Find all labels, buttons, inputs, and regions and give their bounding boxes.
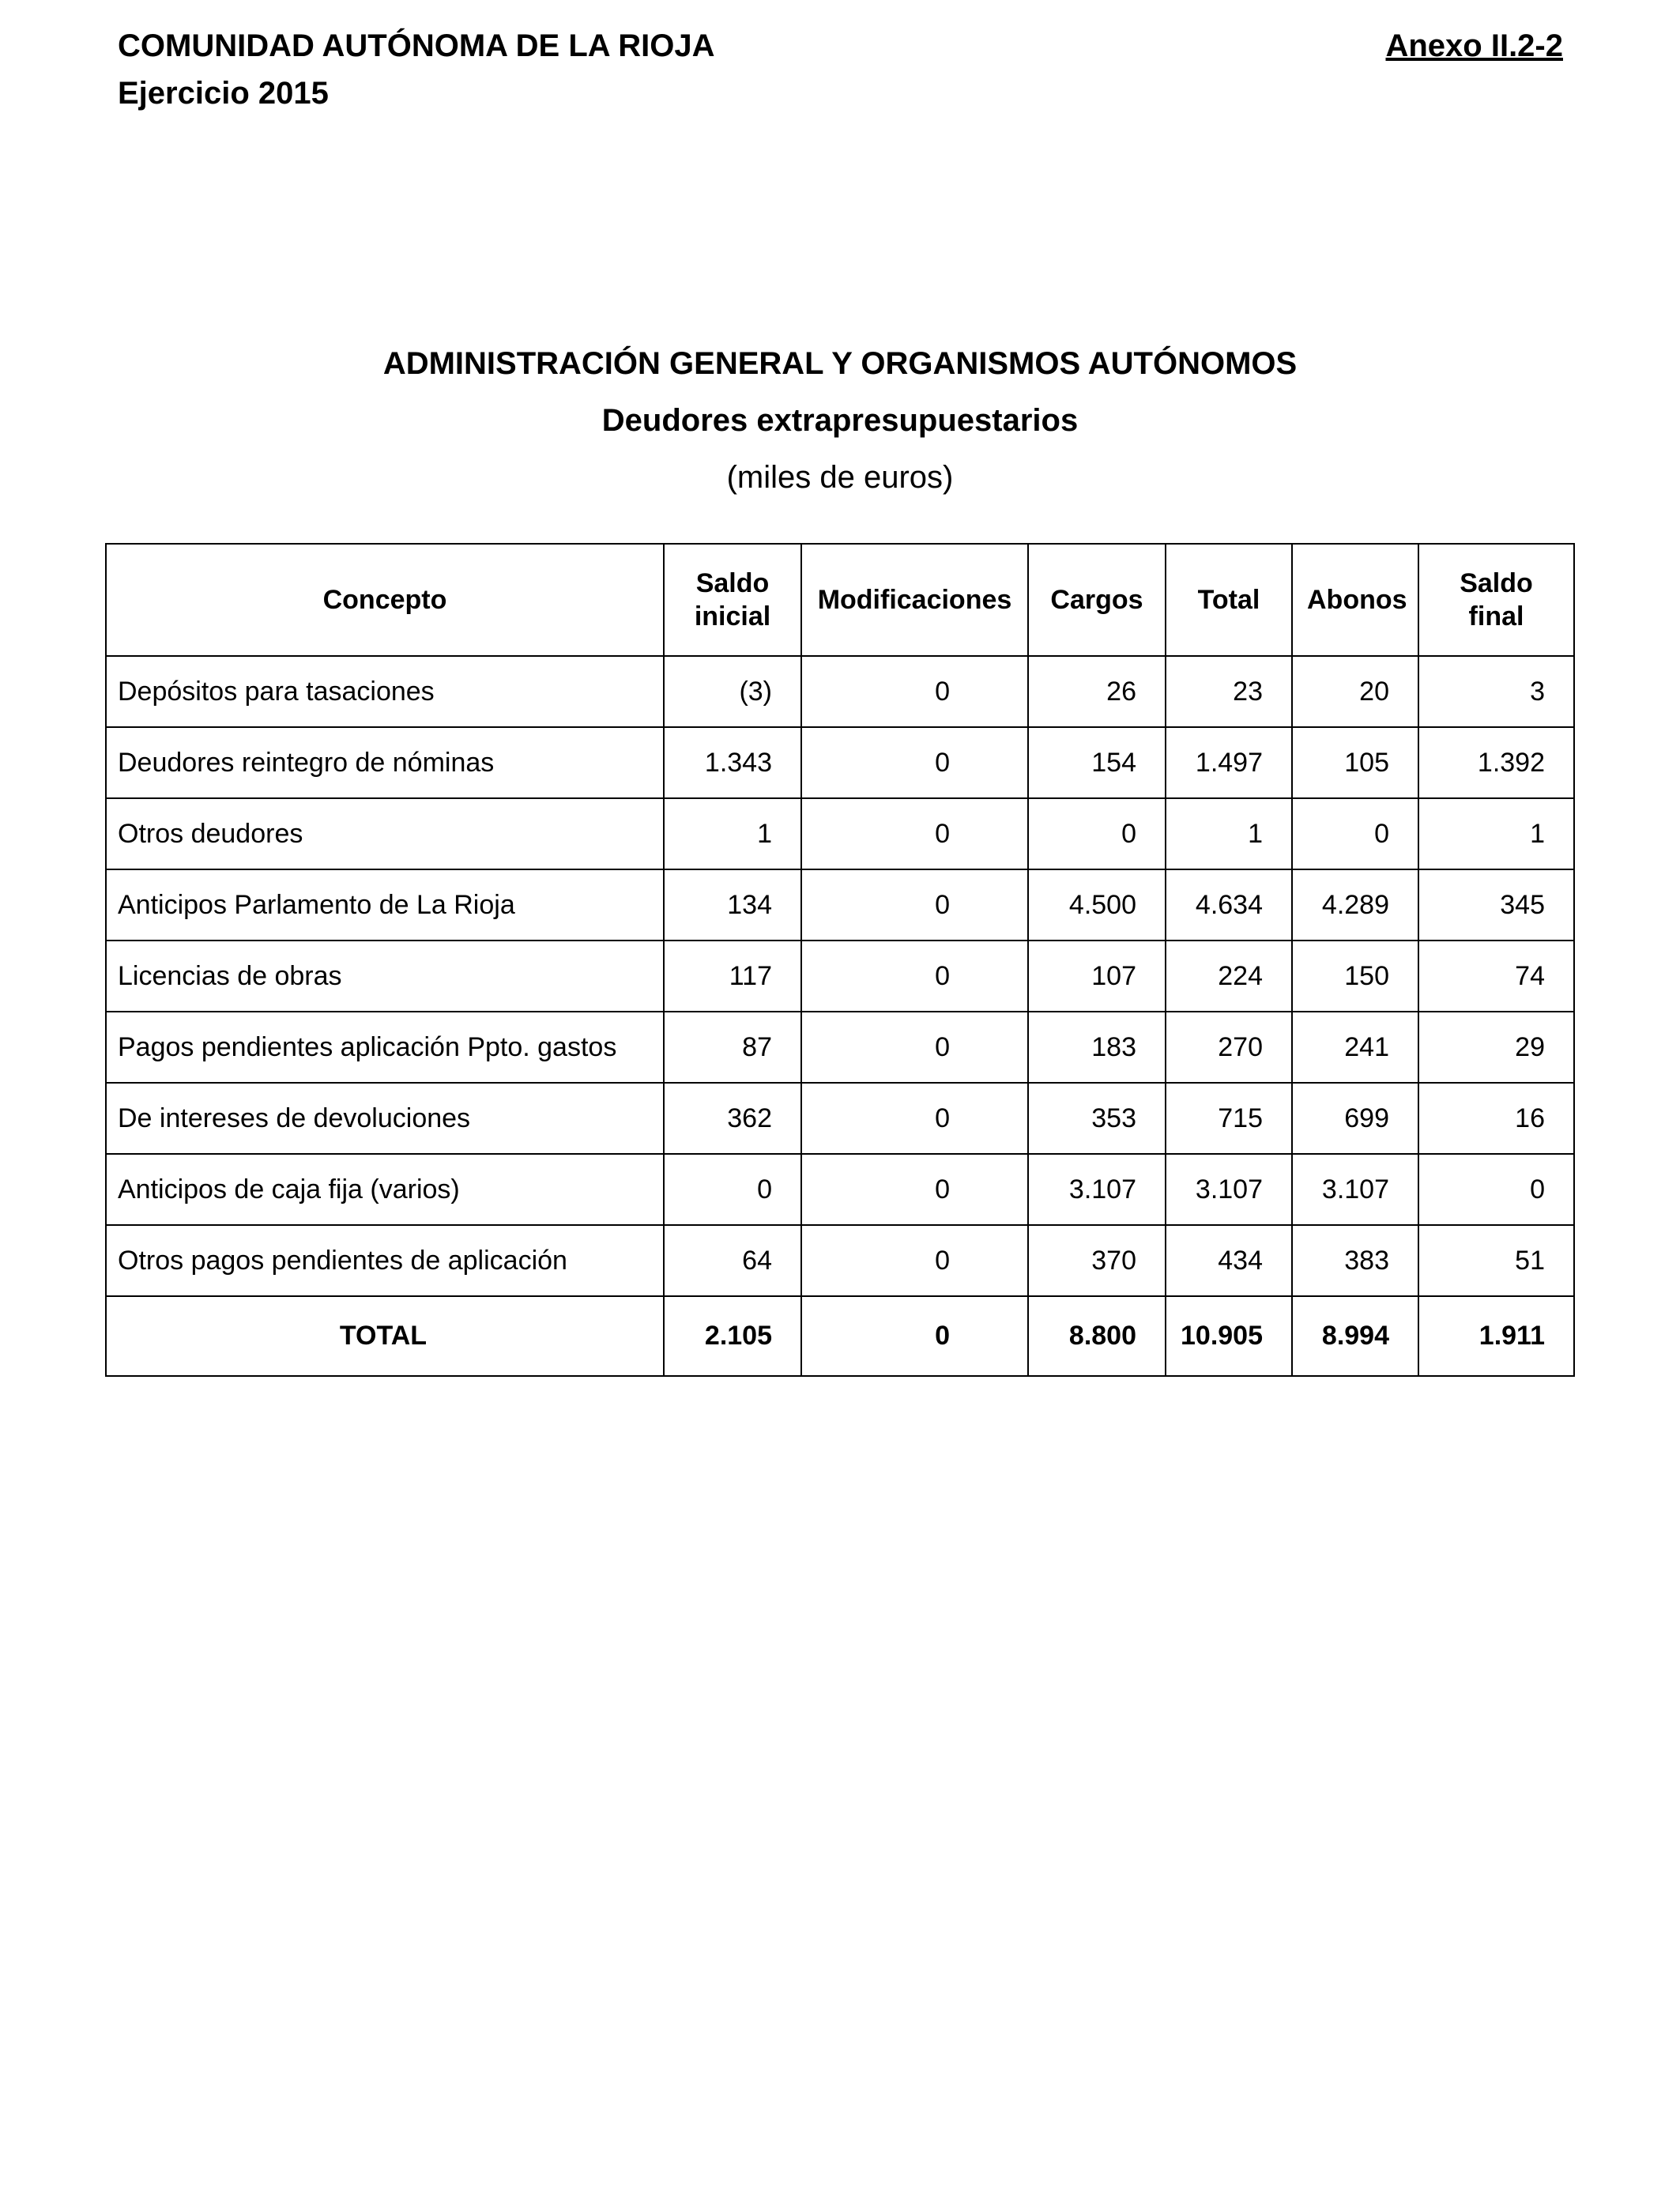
cell-concepto: Anticipos Parlamento de La Rioja — [106, 869, 664, 941]
table-row — [106, 1012, 1574, 1083]
cell-modificaciones: 0 — [801, 869, 1028, 941]
table-row — [106, 1225, 1574, 1296]
cell-abonos: 241 — [1292, 1012, 1418, 1083]
header-abonos: Abonos — [1292, 544, 1418, 656]
cell-saldo-final: 1.392 — [1418, 727, 1574, 798]
cell-abonos: 105 — [1292, 727, 1418, 798]
cell-saldo-final: 1 — [1418, 798, 1574, 869]
cell-concepto: Deudores reintegro de nóminas — [106, 727, 664, 798]
cell-cargos: 183 — [1028, 1012, 1166, 1083]
cell-cargos: 3.107 — [1028, 1154, 1166, 1225]
cell-saldo-inicial: 134 — [664, 869, 801, 941]
cell-saldo-final: 74 — [1418, 941, 1574, 1012]
cell-modificaciones: 0 — [801, 798, 1028, 869]
cell-abonos: 0 — [1292, 798, 1418, 869]
cell-modificaciones: 0 — [801, 1225, 1028, 1296]
cell-saldo-final: 51 — [1418, 1225, 1574, 1296]
cell-abonos: 699 — [1292, 1083, 1418, 1154]
cell-saldo-final: 16 — [1418, 1083, 1574, 1154]
cell-cargos: 154 — [1028, 727, 1166, 798]
cell-modificaciones: 0 — [801, 1083, 1028, 1154]
cell-cargos: 0 — [1028, 798, 1166, 869]
cell-saldo-inicial: 1.343 — [664, 727, 801, 798]
cell-cargos: 353 — [1028, 1083, 1166, 1154]
cell-total: 23 — [1166, 656, 1292, 727]
cell-saldo-inicial: 362 — [664, 1083, 801, 1154]
exercise-year: Ejercicio 2015 — [118, 76, 329, 111]
cell-saldo-inicial: 0 — [664, 1154, 801, 1225]
cell-total: 4.634 — [1166, 869, 1292, 941]
cell-concepto: Otros deudores — [106, 798, 664, 869]
cell-total: 1.497 — [1166, 727, 1292, 798]
cell-modificaciones: 0 — [801, 656, 1028, 727]
total-row — [106, 1296, 1574, 1376]
debtors-table — [105, 543, 1575, 1377]
total-saldo-final: 1.911 — [1418, 1296, 1574, 1376]
table-row — [106, 656, 1574, 727]
cell-concepto: Anticipos de caja fija (varios) — [106, 1154, 664, 1225]
cell-saldo-inicial: 1 — [664, 798, 801, 869]
subtitle: Deudores extrapresupuestarios — [601, 403, 1079, 438]
table-row — [106, 869, 1574, 941]
total-total: 10.905 — [1166, 1296, 1292, 1376]
table-titles — [0, 335, 1680, 506]
total-abonos: 8.994 — [1292, 1296, 1418, 1376]
annex-reference: Anexo II.2-2 — [1385, 28, 1563, 63]
cell-cargos: 107 — [1028, 941, 1166, 1012]
header-cargos: Cargos — [1028, 544, 1166, 656]
cell-saldo-final: 29 — [1418, 1012, 1574, 1083]
total-cargos: 8.800 — [1028, 1296, 1166, 1376]
cell-concepto: Depósitos para tasaciones — [106, 656, 664, 727]
table-row — [106, 1083, 1574, 1154]
total-modificaciones: 0 — [801, 1296, 1028, 1376]
cell-saldo-inicial: (3) — [664, 656, 801, 727]
cell-saldo-inicial: 117 — [664, 941, 801, 1012]
header-saldo-final: Saldo final — [1418, 544, 1574, 656]
cell-cargos: 370 — [1028, 1225, 1166, 1296]
cell-concepto: Otros pagos pendientes de aplicación — [106, 1225, 664, 1296]
units-note: (miles de euros) — [726, 460, 954, 495]
cell-abonos: 150 — [1292, 941, 1418, 1012]
cell-saldo-inicial: 87 — [664, 1012, 801, 1083]
cell-abonos: 383 — [1292, 1225, 1418, 1296]
cell-saldo-inicial: 64 — [664, 1225, 801, 1296]
cell-modificaciones: 0 — [801, 1154, 1028, 1225]
table-row — [106, 798, 1574, 869]
cell-saldo-final: 0 — [1418, 1154, 1574, 1225]
cell-total: 434 — [1166, 1225, 1292, 1296]
cell-total: 1 — [1166, 798, 1292, 869]
cell-modificaciones: 0 — [801, 941, 1028, 1012]
cell-saldo-final: 345 — [1418, 869, 1574, 941]
cell-abonos: 4.289 — [1292, 869, 1418, 941]
cell-abonos: 20 — [1292, 656, 1418, 727]
cell-concepto: Licencias de obras — [106, 941, 664, 1012]
total-saldo-inicial: 2.105 — [664, 1296, 801, 1376]
table-header-row — [106, 544, 1574, 656]
cell-total: 270 — [1166, 1012, 1292, 1083]
institution-name: COMUNIDAD AUTÓNOMA DE LA RIOJA — [118, 28, 715, 63]
cell-concepto: De intereses de devoluciones — [106, 1083, 664, 1154]
cell-total: 715 — [1166, 1083, 1292, 1154]
header-saldo-inicial: Saldo inicial — [664, 544, 801, 656]
header-modificaciones: Modificaciones — [801, 544, 1028, 656]
document-header — [118, 22, 715, 117]
cell-cargos: 26 — [1028, 656, 1166, 727]
header-concepto: Concepto — [106, 544, 664, 656]
table-row — [106, 941, 1574, 1012]
cell-modificaciones: 0 — [801, 1012, 1028, 1083]
cell-concepto: Pagos pendientes aplicación Ppto. gastos — [106, 1012, 664, 1083]
cell-total: 224 — [1166, 941, 1292, 1012]
cell-modificaciones: 0 — [801, 727, 1028, 798]
header-total: Total — [1166, 544, 1292, 656]
cell-cargos: 4.500 — [1028, 869, 1166, 941]
total-label: TOTAL — [106, 1296, 664, 1376]
main-title: ADMINISTRACIÓN GENERAL Y ORGANISMOS AUTÓNOMOS — [382, 346, 1298, 381]
table-row — [106, 1154, 1574, 1225]
cell-total: 3.107 — [1166, 1154, 1292, 1225]
cell-saldo-final: 3 — [1418, 656, 1574, 727]
table-row — [106, 727, 1574, 798]
cell-abonos: 3.107 — [1292, 1154, 1418, 1225]
